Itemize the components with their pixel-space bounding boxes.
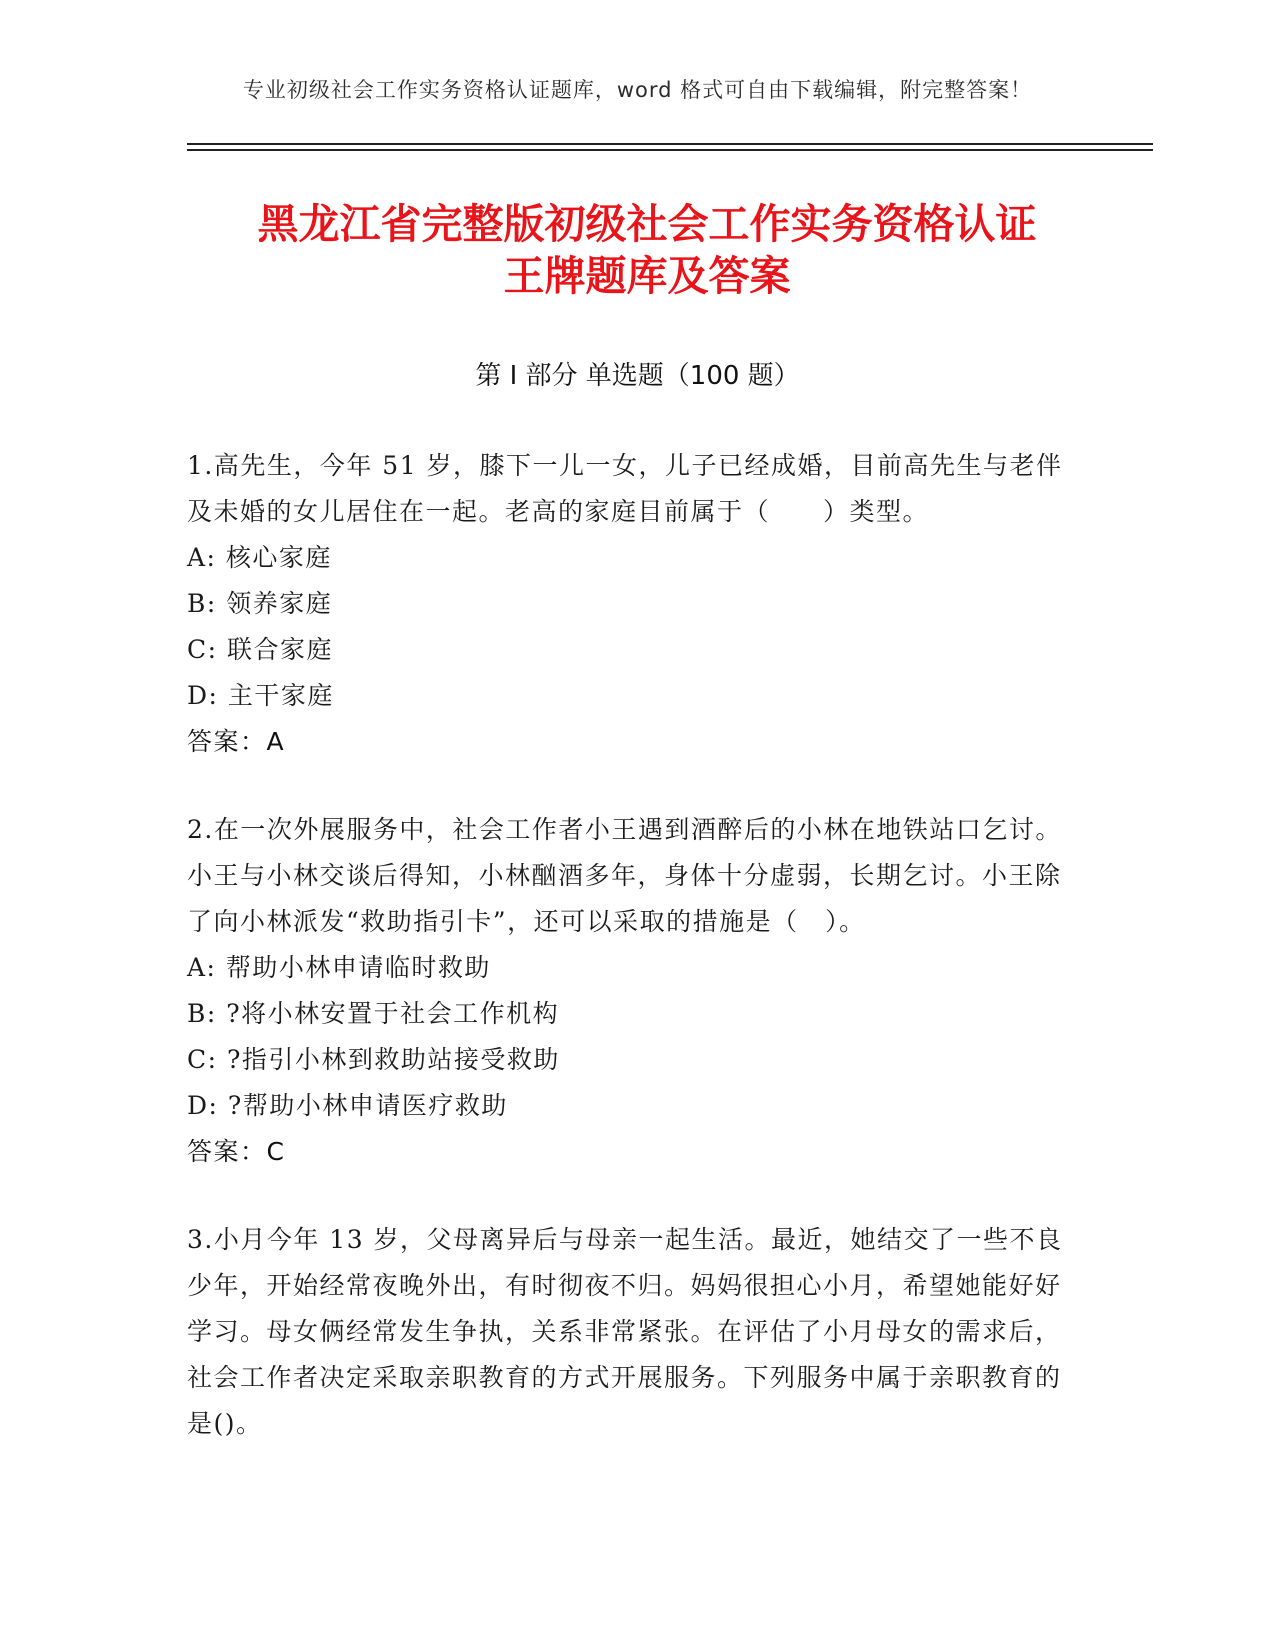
option-b: B: ?将小林安置于社会工作机构 [187,999,560,1028]
question-spacer [187,765,1087,807]
question-stem: 2.在一次外展服务中，社会工作者小王遇到酒醉后的小林在地铁站口乞讨。小王与小林交谈后得知，小林酗酒多年，身体十分虚弱，长期乞讨。小王除了向小林派发“救助指引卡”，还可以采取的措施是（ ）。 [187,815,1062,936]
option-d: D: 主干家庭 [187,681,334,710]
option-c: C: 联合家庭 [187,635,333,664]
question-1 [187,443,1087,765]
question-list [187,443,1087,1447]
option-a: A: 核心家庭 [187,543,332,572]
answer: 答案：A [187,727,286,756]
header-rule-top [187,143,1153,145]
section-title: 第 I 部分 单选题（100 题） [475,361,800,391]
question-2 [187,807,1087,1175]
question-stem: 3.小月今年 13 岁，父母离异后与母亲一起生活。最近，她结交了一些不良少年，开始经常夜晚外出，有时彻夜不归。妈妈很担心小月，希望她能好好学习。母女俩经常发生争执，关系非常紧张。在评估了小月母女的需求后，社会工作者决定采取亲职教育的方式开展服务。下列服务中属于亲职教育的是()。 [187,1225,1063,1438]
option-a: A: 帮助小林申请临时救助 [187,953,491,982]
option-b: B: 领养家庭 [187,589,333,618]
answer: 答案：C [187,1137,286,1166]
document-title [187,198,1107,302]
option-c: C: ?指引小林到救助站接受救助 [187,1045,560,1074]
title-line-1: 黑龙江省完整版初级社会工作实务资格认证 [257,200,1037,248]
option-d: D: ?帮助小林申请医疗救助 [187,1091,508,1120]
question-spacer [187,1175,1087,1217]
title-line-2: 王牌题库及答案 [503,252,791,300]
header-rule-bottom [187,149,1153,151]
header-note: 专业初级社会工作实务资格认证题库，word 格式可自由下载编辑，附完整答案！ [242,78,1033,102]
question-stem: 1.高先生，今年 51 岁，膝下一儿一女，儿子已经成婚，目前高先生与老伴及未婚的女儿居住在一起。老高的家庭目前属于（ ）类型。 [187,451,1063,526]
question-3 [187,1217,1087,1447]
